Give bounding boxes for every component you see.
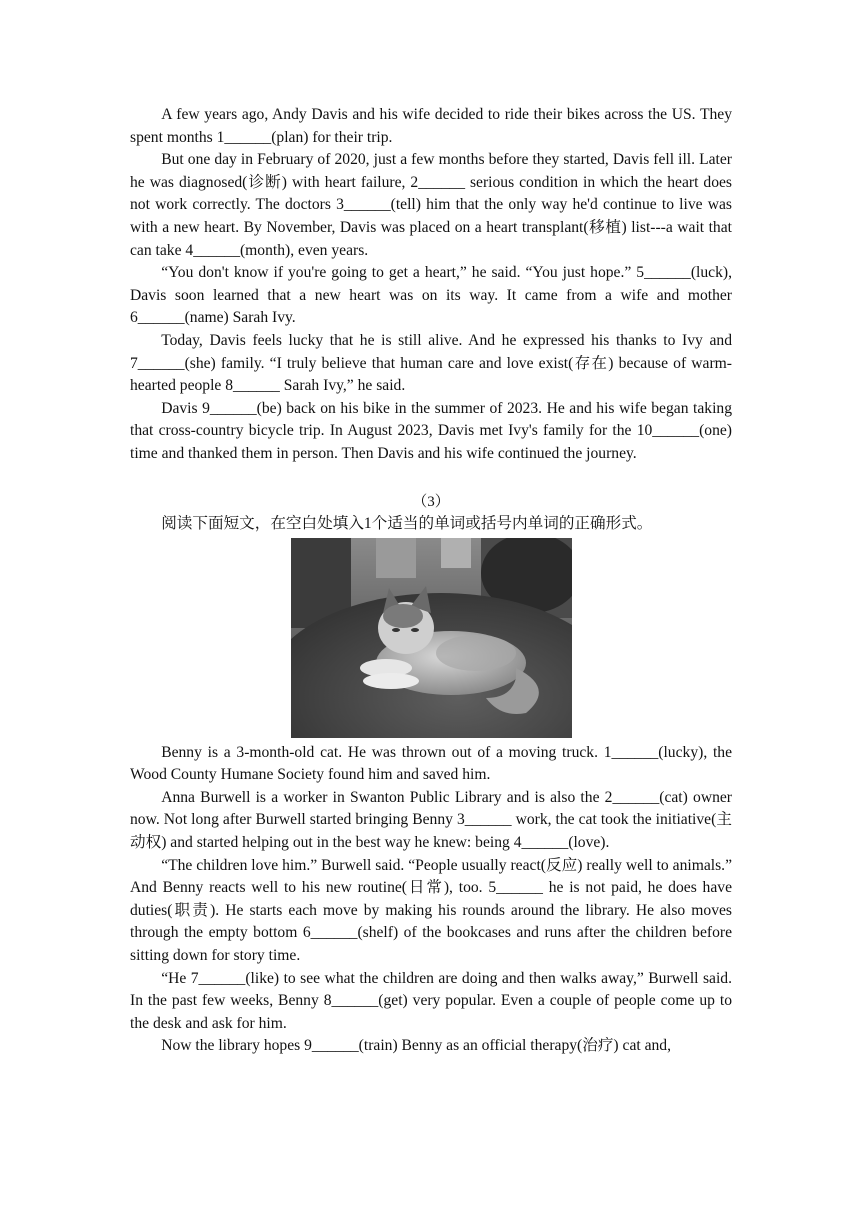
passage3-paragraph-4: “He 7______(like) to see what the children are doing and then walks away,” Burwell said. In the past few weeks, Benny 8______(get) very popular. Even a couple of people come up to the desk and ask for him. xyxy=(130,969,732,1032)
passage2-paragraph-1: A few years ago, Andy Davis and his wife decided to ride their bikes across the US. They spent months 1______(plan) for their trip. xyxy=(130,106,732,146)
cat-photo xyxy=(291,538,572,738)
passage2-paragraph-5: Davis 9______(be) back on his bike in the summer of 2023. He and his wife began taking that cross-country bicycle trip. In August 2023, Davis met Ivy's family for the 10______(one) time and thanked them in person. Then Davis and his wife continued the journey. xyxy=(130,399,732,462)
passage3-paragraph-3: “The children love him.” Burwell said. “People usually react(反应) really well to animals.” And Benny reacts well to his new routine(日常), too. 5______ he is not paid, he does have duties(职责). He starts each move by making his rounds around the library. He also moves through the empty bottom 6______(shelf) of the bookcases and runs after the children before sitting down for story time. xyxy=(130,856,732,965)
passage2-paragraph-2: But one day in February of 2020, just a few months before they started, Davis fell ill. Later he was diagnosed(诊断) with heart failure, 2______ serious condition in which the heart does not work correctly. The doctors 3______(tell) him that the only way he'd continue to live was with a new heart. By November, Davis was placed on a heart transplant(移植) list---a wait that can take 4______(month), even years. xyxy=(130,151,732,259)
section-instruction: 阅读下面短文，在空白处填入1个适当的单词或括号内单词的正确形式。 xyxy=(161,515,653,533)
passage3-paragraph-1: Benny is a 3-month-old cat. He was thrown out of a moving truck. 1______(lucky), the Wood County Humane Society found him and saved him. xyxy=(130,743,732,784)
passage3-paragraph-2: Anna Burwell is a worker in Swanton Public Library and is also the 2______(cat) owner now. Not long after Burwell started bringing Benny 3______ work, the cat took the initiative(主动权) and started helping out in the best way he knew: being 4______(love). xyxy=(130,788,732,852)
passage2-paragraph-3: “You don't know if you're going to get a heart,” he said. “You just hope.” 5______(luck), Davis soon learned that a new heart was on its way. It came from a wife and mother 6______(name) Sarah Ivy. xyxy=(130,264,732,327)
passage2-paragraph-4: Today, Davis feels lucky that he is still alive. And he expressed his thanks to Ivy and 7______(she) family. “I truly believe that human care and love exist(存在) because of warm-hearted people 8______ Sarah Ivy,” he said. xyxy=(130,331,732,395)
cat-photo-icon xyxy=(291,538,572,738)
passage3-paragraph-5: Now the library hopes 9______(train) Benny as an official therapy(治疗) cat and, xyxy=(161,1037,672,1055)
document-page xyxy=(130,104,732,1058)
section-number: （3） xyxy=(412,493,450,510)
